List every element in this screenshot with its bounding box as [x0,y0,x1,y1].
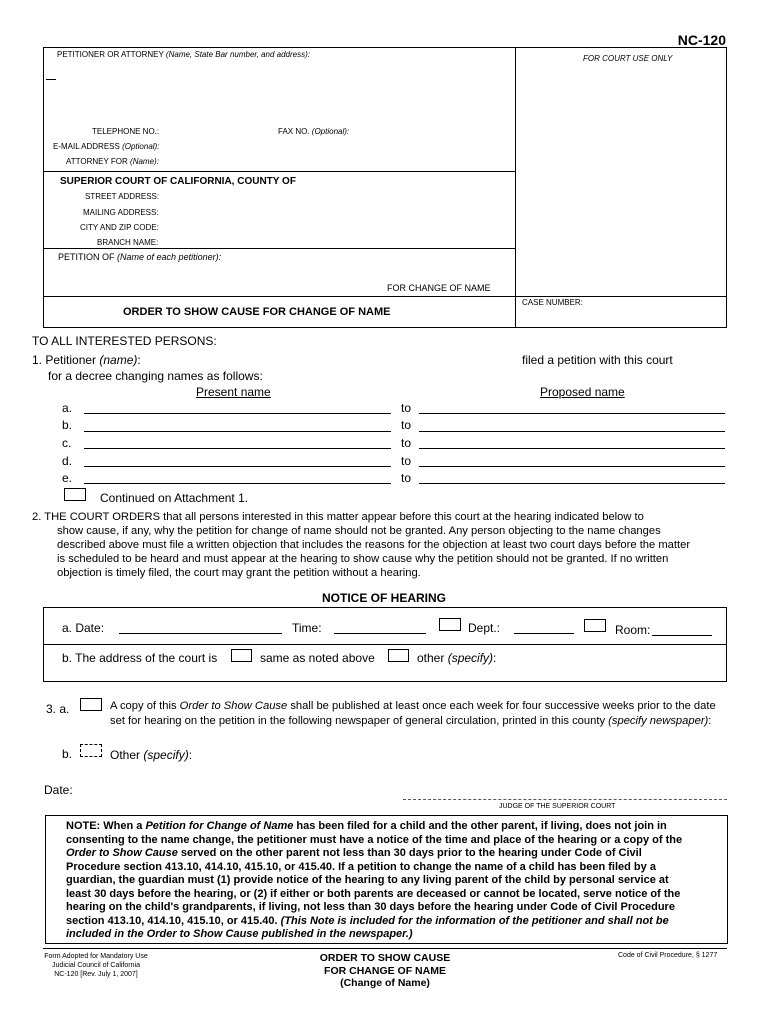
attorney-mark [46,79,56,80]
court-address-label: b. The address of the court is [62,651,218,665]
item1-filed: filed a petition with this court [522,353,673,367]
to-all-heading: TO ALL INTERESTED PERSONS: [32,334,217,348]
item2-line-2: show cause, if any, why the petition for change of name should not be granted. Any person objecting to the name changes [57,525,661,537]
header-divider-h2 [43,248,516,249]
row-to-b: to [401,418,412,432]
same-as-noted-checkbox[interactable] [231,649,252,662]
hearing-room-label: Room: [615,623,651,637]
street-address-label: STREET ADDRESS: [85,192,160,201]
other-specify-checkbox[interactable] [80,744,102,757]
same-as-noted-label: same as noted above [260,651,375,665]
hearing-room-field[interactable] [652,635,712,636]
present-name-field-c[interactable] [84,448,391,449]
item3a-line-1: A copy of this Order to Show Cause shall be published at least once each week for four successive weeks prior to the date [110,700,716,712]
court-title: SUPERIOR COURT OF CALIFORNIA, COUNTY OF [60,176,296,187]
proposed-name-field-e[interactable] [419,483,725,484]
item2-line-5: objection is timely filed, the court may grant the petition without a hearing. [57,567,421,579]
publish-newspaper-checkbox[interactable] [80,698,102,711]
item3a-line-2: set for hearing on the petition in the following newspaper of general circulation, printed in this county (specify newspaper): [110,715,712,727]
header-box [43,47,727,328]
continued-attachment-checkbox[interactable] [64,488,86,501]
row-to-e: to [401,471,412,485]
fax-label: FAX NO. (Optional): [278,127,350,136]
notice-of-hearing-title: NOTICE OF HEARING [322,591,447,605]
proposed-name-field-d[interactable] [419,466,725,467]
header-divider-h3 [43,296,727,297]
row-to-a: to [401,401,412,415]
present-name-field-b[interactable] [84,431,391,432]
item2-line-4: is scheduled to be heard and must appear at the hearing to show cause why the petition should not be granted. If no written [57,553,669,565]
hearing-time-checkbox[interactable] [439,618,461,631]
proposed-name-field-a[interactable] [419,413,725,414]
footer-divider [43,948,727,949]
item1-decree: for a decree changing names as follows: [48,369,263,383]
judge-label: JUDGE OF THE SUPERIOR COURT [499,803,616,810]
petition-of-label: PETITION OF (Name of each petitioner): [58,252,222,262]
other-specify-label: Other (specify): [110,748,193,762]
row-letter-a: a. [62,401,73,415]
hearing-divider [43,644,727,645]
row-letter-d: d. [62,454,73,468]
row-letter-b: b. [62,418,73,432]
row-letter-c: c. [62,436,72,450]
present-name-heading: Present name [196,385,271,399]
present-name-field-d[interactable] [84,466,391,467]
branch-name-label: BRANCH NAME: [97,238,159,247]
item3b-label: b. [62,747,73,761]
footer-title: ORDER TO SHOW CAUSE FOR CHANGE OF NAME (Change of Name) [319,952,451,989]
city-zip-label: CITY AND ZIP CODE: [80,223,159,232]
telephone-label: TELEPHONE NO.: [92,127,160,136]
order-title: ORDER TO SHOW CAUSE FOR CHANGE OF NAME [123,306,391,318]
other-address-label: other (specify): [417,651,497,665]
header-divider-v [515,47,516,328]
hearing-dept-checkbox[interactable] [584,619,606,632]
present-name-field-e[interactable] [84,483,391,484]
hearing-date-label: a. Date: [62,621,105,635]
item2-line-1: 2. THE COURT ORDERS that all persons interested in this matter appear before this court at the hearing indicated below to [32,511,644,523]
other-address-checkbox[interactable] [388,649,409,662]
item1-petitioner: 1. Petitioner (name): [32,353,141,367]
case-number-label: CASE NUMBER: [522,298,583,307]
hearing-dept-field[interactable] [514,633,574,634]
footer-adopted: Form Adopted for Mandatory Use Judicial Council of California NC-120 [Rev. July 1, 2007] [44,953,148,978]
hearing-time-label: Time: [292,621,322,635]
proposed-name-heading: Proposed name [540,385,625,399]
hearing-dept-label: Dept.: [468,621,501,635]
proposed-name-field-b[interactable] [419,431,725,432]
judge-signature-line[interactable] [403,799,727,800]
footer-code: Code of Civil Procedure, § 1277 [618,952,718,959]
item2-line-3: described above must file a written objection that includes the reasons for the objection at least two court days before the matter [57,539,691,551]
attorney-for-label: ATTORNEY FOR (Name): [66,157,159,166]
date-label: Date: [44,783,73,797]
note-text: NOTE: When a Petition for Change of Name has been filed for a child and the other parent, if living, does not join in consenting to the name change, the petitioner must have a notice of the time and place of the hearing or a copy of the Order to Show Cause served on the other parent not less than 30 days prior to the hearing under Code of Civil Procedure section 413.10, 414.10, 415.10, or 415.40. If a petition to change the name of a child has been filed by a guardian, the guardian must (1) provide notice of the hearing to any living parent of the child by personal service at least 30 days before the hearing, or (2) if either or both parents are deceased or cannot be located, serve notice of the hearing on the child's grandparents, if living, not less than 30 days before the hearing under Code of Civil Procedure section 413.10, 414.10, 415.10, or 415.40. (This Note is included for the information of the petitioner and shall not be included in the Order to Show Cause published in the newspaper.) [66,820,683,940]
petitioner-attorney-label: PETITIONER OR ATTORNEY (Name, State Bar number, and address): [57,50,310,59]
form-id: NC-120 [677,32,726,48]
court-use-label: FOR COURT USE ONLY [583,54,673,63]
change-of-name-label: FOR CHANGE OF NAME [387,283,491,293]
hearing-date-field[interactable] [119,633,282,634]
item3a-label: 3. a. [46,702,70,716]
row-letter-e: e. [62,471,73,485]
row-to-c: to [401,436,412,450]
header-divider-h1 [43,171,516,172]
present-name-field-a[interactable] [84,413,391,414]
proposed-name-field-c[interactable] [419,448,725,449]
row-to-d: to [401,454,412,468]
continued-attachment-label: Continued on Attachment 1. [100,491,249,505]
hearing-time-field[interactable] [334,633,426,634]
mailing-address-label: MAILING ADDRESS: [83,208,159,217]
email-label: E-MAIL ADDRESS (Optional): [53,142,160,151]
